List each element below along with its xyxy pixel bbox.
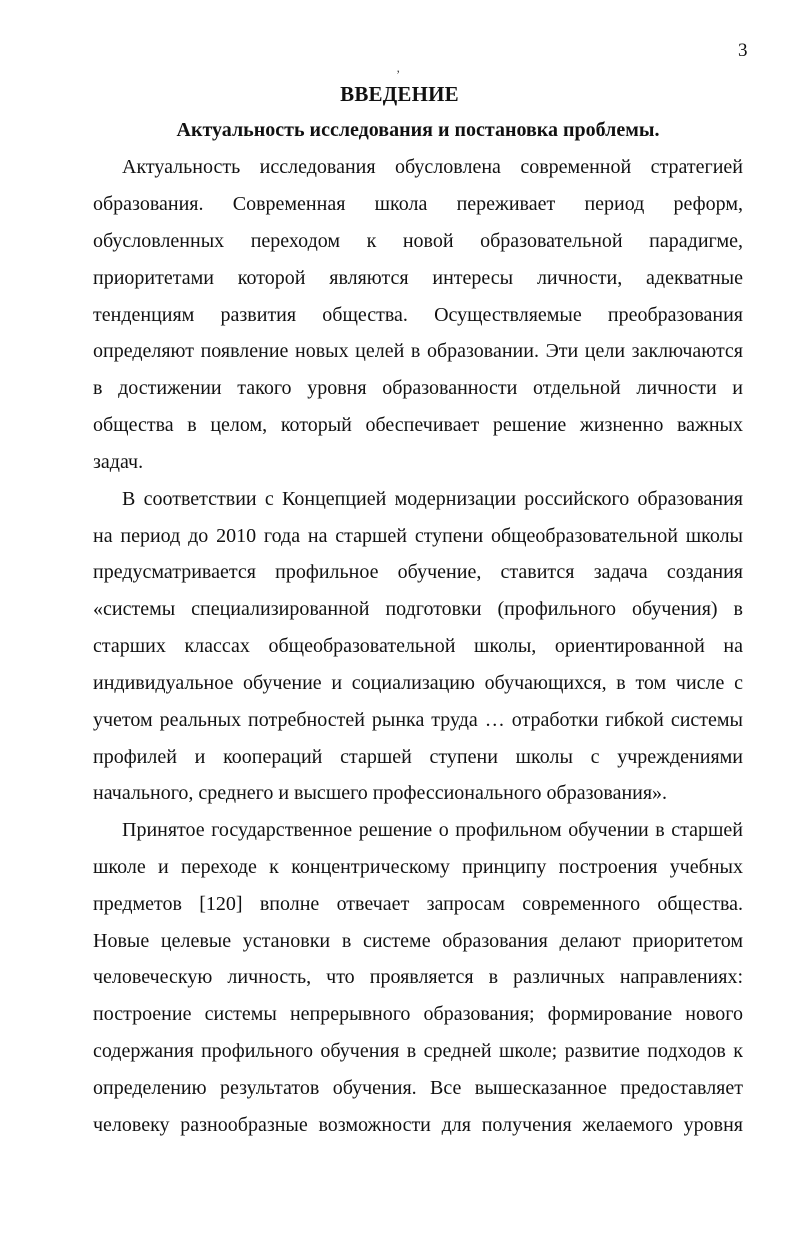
text-line: обусловленных переходом к новой образовательной парадигме, (93, 230, 743, 252)
text-line: Принятое государственное решение о профильном обучении в старшей (122, 819, 743, 841)
text-line: тенденциям развития общества. Осуществляемые преобразования (93, 304, 743, 326)
text-line: задач. (93, 451, 144, 473)
text-line: индивидуальное обучение и социализацию обучающихся, в том числе с (93, 672, 743, 694)
text-line: человеку разнообразные возможности для получения желаемого уровня (93, 1114, 743, 1136)
text-line: на период до 2010 года на старшей ступени общеобразовательной школы (93, 525, 743, 547)
text-line: приоритетами которой являются интересы личности, адекватные (93, 267, 743, 289)
text-line: определению результатов обучения. Все вышесказанное предоставляет (93, 1077, 743, 1099)
text-line: Новые целевые установки в системе образования делают приоритетом (93, 930, 743, 952)
text-line: общества в целом, который обеспечивает решение жизненно важных (93, 414, 743, 436)
text-line: предусматривается профильное обучение, ставится задача создания (93, 561, 743, 583)
page-title: ВВЕДЕНИЕ (340, 82, 459, 106)
page-number: 3 (738, 40, 748, 61)
text-line: В соответствии с Концепцией модернизации российского образования (122, 488, 743, 510)
text-line: учетом реальных потребностей рынка труда … отработки гибкой системы (93, 709, 743, 731)
text-line: содержания профильного обучения в средней школе; развитие подходов к (93, 1040, 743, 1062)
text-line: профилей и коопераций старшей ступени школы с учреждениями (93, 746, 743, 768)
scan-mark: ‚ (396, 60, 401, 75)
text-line: определяют появление новых целей в образовании. Эти цели заключаются (93, 340, 743, 362)
text-line: человеческую личность, что проявляется в различных направлениях: (93, 966, 743, 988)
text-line: Актуальность исследования обусловлена современной стратегией (122, 156, 743, 178)
text-line: в достижении такого уровня образованности отдельной личности и (93, 377, 743, 399)
text-line: образования. Современная школа переживает период реформ, (93, 193, 743, 215)
section-subtitle: Актуальность исследования и постановка проблемы. (176, 119, 660, 141)
text-line: предметов [120] вполне отвечает запросам современного общества. (93, 893, 743, 915)
text-line: начального, среднего и высшего профессионального образования». (93, 782, 668, 804)
text-line: построение системы непрерывного образования; формирование нового (93, 1003, 743, 1025)
text-line: старших классах общеобразовательной школы, ориентированной на (93, 635, 743, 657)
text-line: школе и переходе к концентрическому принципу построения учебных (93, 856, 743, 878)
text-line: «системы специализированной подготовки (профильного обучения) в (93, 598, 743, 620)
